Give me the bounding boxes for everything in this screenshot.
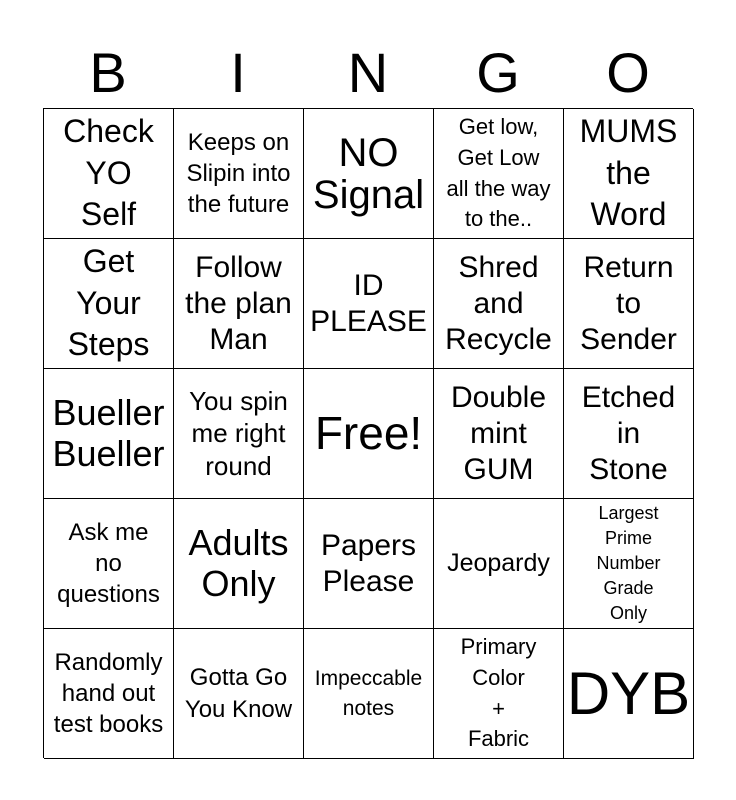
- cell-label: Randomly hand out test books: [53, 648, 164, 739]
- cell-label: Follow the plan Man: [185, 250, 292, 356]
- bingo-cell-r2c2[interactable]: [174, 239, 304, 369]
- bingo-cell-r3c5[interactable]: [564, 369, 694, 499]
- cell-label: Ask me no questions: [57, 518, 160, 609]
- bingo-cell-r1c4[interactable]: [434, 109, 564, 239]
- bingo-cell-r4c5[interactable]: [564, 499, 694, 629]
- cell-label: Etched in Stone: [581, 380, 676, 486]
- bingo-cell-r3c3[interactable]: [304, 369, 434, 499]
- bingo-cell-r5c1[interactable]: [44, 629, 174, 759]
- bingo-cell-r5c2[interactable]: [174, 629, 304, 759]
- cell-label: Jeopardy: [447, 548, 550, 577]
- cell-label: Primary Color + Fabric: [460, 633, 537, 752]
- cell-label: Keeps on Slipin into the future: [186, 128, 291, 219]
- cell-label: Get low, Get Low all the way to the..: [446, 113, 551, 232]
- bingo-cell-r2c1[interactable]: [44, 239, 174, 369]
- bingo-board: [43, 108, 693, 758]
- header-letter-o: O: [606, 41, 650, 104]
- bingo-cell-r3c4[interactable]: [434, 369, 564, 499]
- free-space-label: Free!: [314, 407, 423, 460]
- cell-label: Get Your Steps: [67, 243, 150, 363]
- header-letter-n: N: [347, 41, 389, 104]
- cell-label: Return to Sender: [580, 250, 677, 356]
- cell-label: MUMS the Word: [579, 113, 678, 233]
- header-letter-g: G: [476, 41, 520, 104]
- cell-label: ID PLEASE: [310, 268, 427, 338]
- cell-label: Gotta Go You Know: [184, 664, 293, 723]
- cell-label: Papers Please: [320, 528, 417, 598]
- bingo-header: [43, 38, 693, 108]
- bingo-cell-r4c4[interactable]: [434, 499, 564, 629]
- bingo-cell-r5c4[interactable]: [434, 629, 564, 759]
- header-letter-b: B: [89, 41, 127, 104]
- bingo-cell-r3c1[interactable]: [44, 369, 174, 499]
- bingo-cell-r3c2[interactable]: [174, 369, 304, 499]
- bingo-cell-r4c2[interactable]: [174, 499, 304, 629]
- bingo-cell-r4c3[interactable]: [304, 499, 434, 629]
- cell-label: Largest Prime Number Grade Only: [596, 502, 661, 624]
- header-letter-i: I: [230, 41, 246, 104]
- bingo-cell-r5c5[interactable]: [564, 629, 694, 759]
- bingo-cell-r1c1[interactable]: [44, 109, 174, 239]
- bingo-cell-r2c4[interactable]: [434, 239, 564, 369]
- cell-label: Shred and Recycle: [445, 250, 552, 356]
- cell-label: DYB: [566, 659, 691, 727]
- bingo-cell-r2c3[interactable]: [304, 239, 434, 369]
- cell-label: Adults Only: [188, 522, 289, 604]
- cell-label: NO Signal: [312, 130, 425, 217]
- bingo-cell-r1c3[interactable]: [304, 109, 434, 239]
- bingo-cell-r1c2[interactable]: [174, 109, 304, 239]
- cell-label: Check YO Self: [63, 113, 154, 233]
- bingo-cell-r1c5[interactable]: [564, 109, 694, 239]
- cell-label: You spin me right round: [189, 385, 288, 481]
- bingo-cell-r4c1[interactable]: [44, 499, 174, 629]
- cell-label: Bueller Bueller: [52, 392, 165, 474]
- cell-label: Impeccable notes: [314, 667, 423, 720]
- bingo-cell-r2c5[interactable]: [564, 239, 694, 369]
- cell-label: Double mint GUM: [450, 380, 547, 486]
- bingo-cell-r5c3[interactable]: [304, 629, 434, 759]
